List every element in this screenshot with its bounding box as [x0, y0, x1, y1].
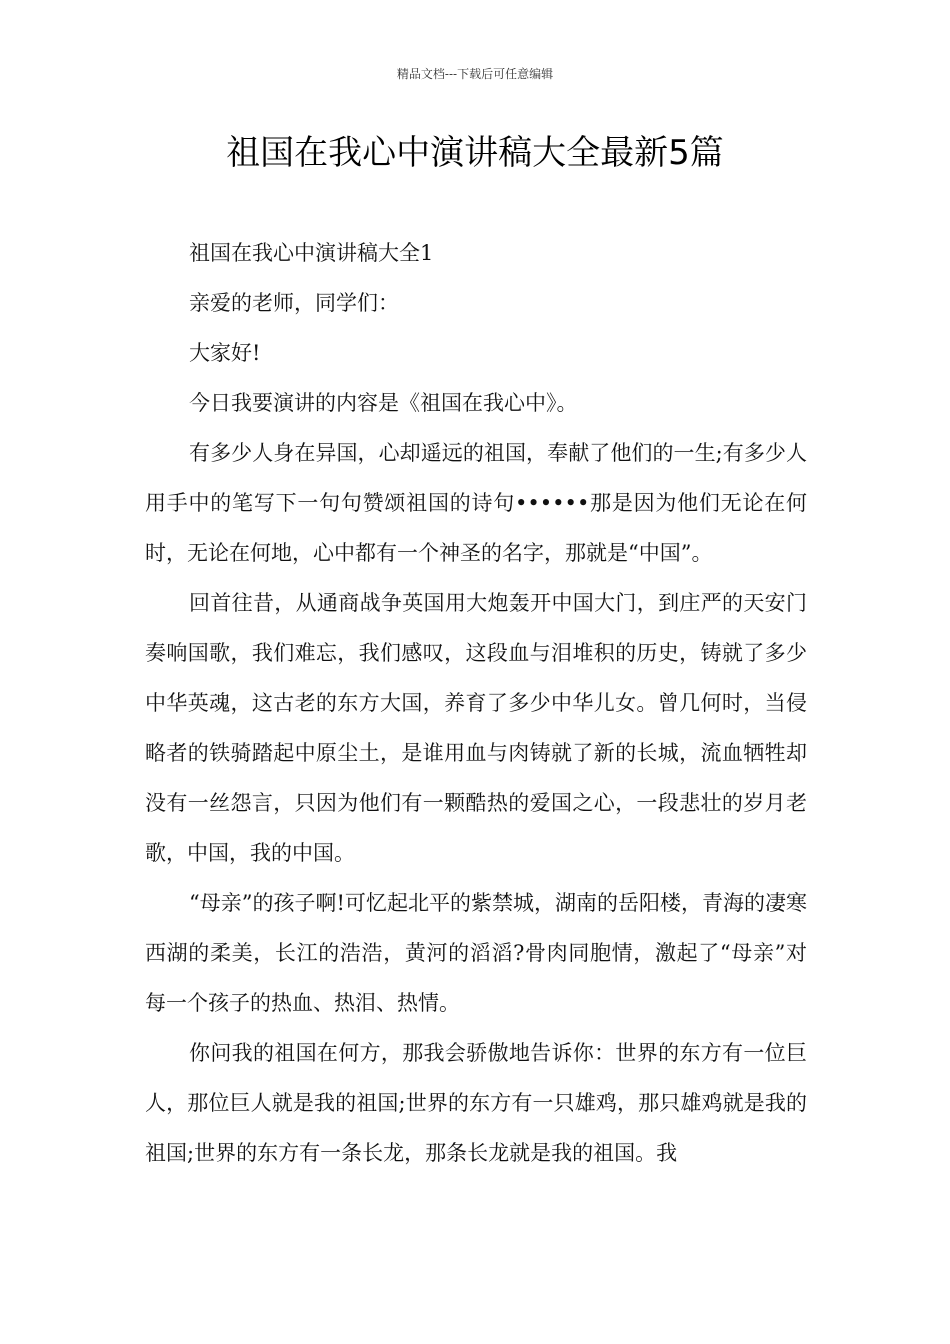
paragraph-salutation: 亲爱的老师，同学们： — [189, 291, 399, 315]
paragraph-body-1: 有多少人身在异国，心却遥远的祖国，奉献了他们的一生;有多少人用手中的笔写下一句句赞颂祖国的诗句••••••那是因为他们无论在何时，无论在何地，心中都有一个神圣的名字，那就是“中国”。 — [145, 441, 807, 565]
document-body — [145, 228, 807, 1178]
paragraph-greeting: 大家好! — [189, 341, 261, 365]
document-title: 祖国在我心中演讲稿大全最新5篇 — [226, 133, 724, 173]
paragraph-topic: 今日我要演讲的内容是《祖国在我心中》。 — [189, 391, 578, 415]
paragraph-subtitle: 祖国在我心中演讲稿大全1 — [189, 241, 434, 265]
paragraph-body-3: “母亲”的孩子啊!可忆起北平的紫禁城，湖南的岳阳楼，青海的凄寒西湖的柔美，长江的浩浩，黄河的滔滔?骨肉同胞情，激起了“母亲”对每一个孩子的热血、热泪、热情。 — [145, 891, 807, 1015]
paragraph-body-4: 你问我的祖国在何方，那我会骄傲地告诉你：世界的东方有一位巨人，那位巨人就是我的祖国;世界的东方有一只雄鸡，那只雄鸡就是我的祖国;世界的东方有一条长龙，那条长龙就是我的祖国。我 — [145, 1041, 807, 1165]
paragraph-body-2: 回首往昔，从通商战争英国用大炮轰开中国大门，到庄严的天安门奏响国歌，我们难忘，我们感叹，这段血与泪堆积的历史，铸就了多少中华英魂，这古老的东方大国，养育了多少中华儿女。曾几何时，当侵略者的铁骑踏起中原尘土，是谁用血与肉铸就了新的长城，流血牺牲却没有一丝怨言，只因为他们有一颗酷热的爱国之心，一段悲壮的岁月老歌，中国，我的中国。 — [145, 591, 807, 865]
header-note: 精品文档---下载后可任意编辑 — [396, 67, 554, 81]
